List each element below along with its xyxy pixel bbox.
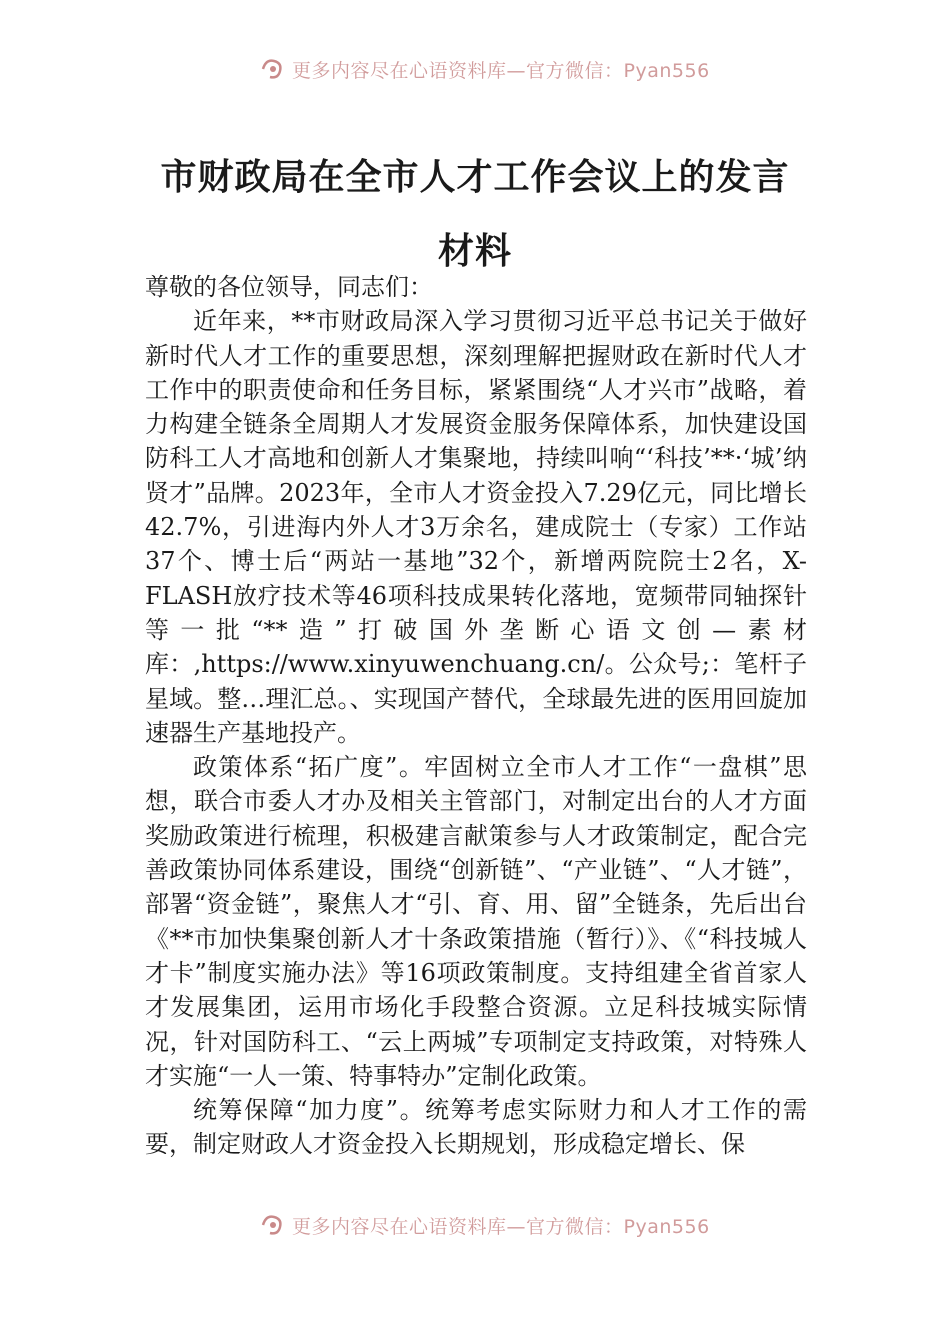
- watermark-bottom: [260, 1212, 710, 1238]
- document-body: [145, 270, 807, 1162]
- document-title: 市财政局在全市人才工作会议上的发言材料: [160, 156, 790, 272]
- salutation: 尊敬的各位领导，同志们：: [145, 273, 433, 301]
- paragraph: 政策体系“拓广度”。牢固树立全市人才工作“一盘棋”思想，联合市委人才办及相关主管部门，对制定出台的人才方面奖励政策进行梳理，积极建言献策参与人才政策制定，配合完善政策协同体系建设，围绕“创新链”、“产业链”、“人才链”，部署“资金链”，聚焦人才“引、育、用、留”全链条，先后出台《**市加快集聚创新人才十条政策措施（暂行）》、《“科技城人才卡”制度实施办法》等16项政策制度。支持组建全省首家人才发展集团，运用市场化手段整合资源。立足科技城实际情况，针对国防科工、“云上两城”专项制定支持政策，对特殊人才实施“一人一策、特事特办”定制化政策。: [145, 753, 807, 1090]
- watermark-top: [260, 56, 710, 82]
- watermark-logo-icon: [260, 1213, 286, 1237]
- watermark-text: 更多内容尽在心语资料库—官方微信：Pyan556: [292, 1215, 710, 1238]
- paragraph: 近年来，**市财政局深入学习贯彻习近平总书记关于做好新时代人才工作的重要思想，深刻理解把握财政在新时代人才工作中的职责使命和任务目标，紧紧围绕“人才兴市”战略，着力构建全链条全周期人才发展资金服务保障体系，加快建设国防科工人才高地和创新人才集聚地，持续叫响“‘科技’**·‘城’纳贤才”品牌。2023年，全市人才资金投入7.29亿元，同比增长42.7%，引进海内外人才3万余名，建成院士（专家）工作站37个、博士后“两站一基地”32个，新增两院院士2名，X-FLASH放疗技术等46项科技成果转化落地，宽频带同轴探针等一批“**造”打破国外垄断心语文创—素材库：,https://www.xinyuwenchuang.cn/。公众号;：笔杆子星域。整…理汇总。、实现国产替代，全球最先进的医用回旋加速器生产基地投产。: [145, 307, 807, 747]
- paragraph: 统筹保障“加力度”。统筹考虑实际财力和人才工作的需要，制定财政人才资金投入长期规划，形成稳定增长、保: [145, 1096, 807, 1159]
- watermark-logo-icon: [260, 57, 286, 81]
- watermark-text: 更多内容尽在心语资料库—官方微信：Pyan556: [292, 59, 710, 82]
